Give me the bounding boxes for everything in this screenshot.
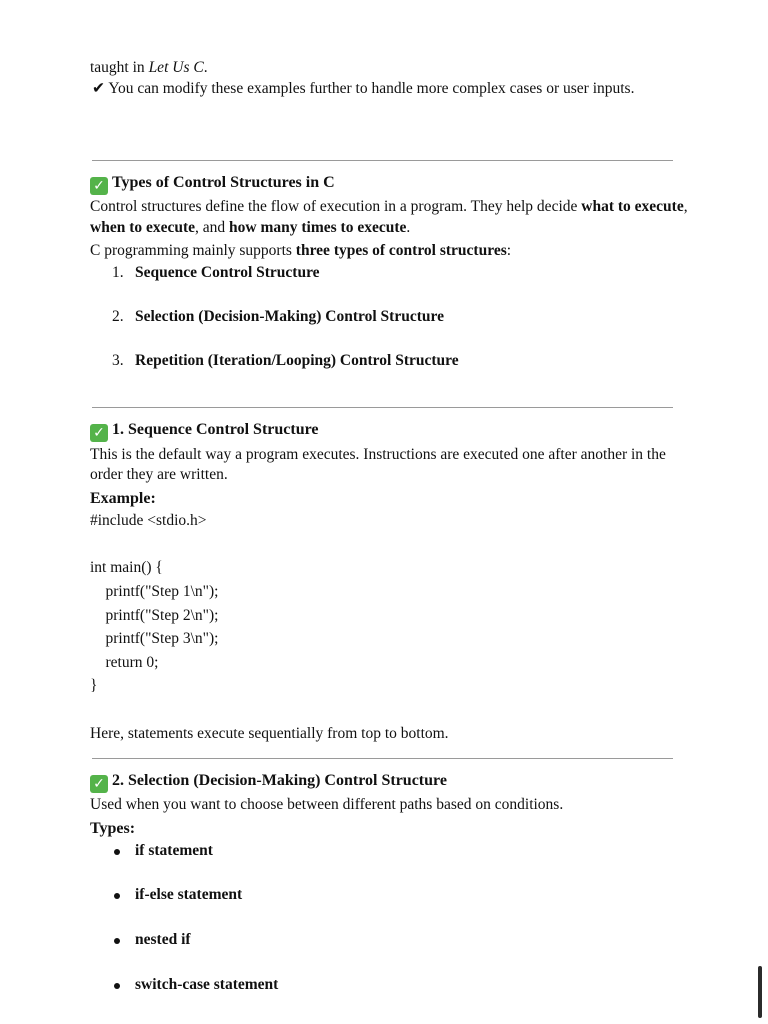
checkmark-icon: ✔: [92, 80, 105, 97]
types-bullet-item: [0, 931, 768, 951]
section-divider: [92, 160, 673, 161]
types-heading: [90, 173, 335, 195]
types-bullet-item: [0, 886, 768, 906]
types-list-item: [0, 308, 768, 328]
bullet-icon: [114, 893, 120, 899]
intro-tip-text: You can modify these examples further to handle more complex cases or user inputs.: [108, 80, 635, 97]
bullet-icon: [114, 983, 120, 989]
code-line: printf("Step 3\n");: [90, 630, 219, 647]
code-line: printf("Step 2\n");: [90, 607, 219, 624]
types-list-item: [0, 264, 768, 284]
code-line: int main() {: [90, 559, 163, 576]
types-para1-line1: [90, 197, 688, 217]
bullet-text: switch-case statement: [135, 976, 279, 993]
types-para2-text: C programming mainly supports: [90, 242, 296, 259]
example-label: Example:: [90, 490, 156, 507]
types-para2: [90, 241, 511, 261]
when-to-execute: when to execute: [90, 219, 196, 236]
check-box-icon: ✓: [90, 177, 108, 195]
list-number: 2.: [112, 308, 124, 325]
intro-taught-text: taught in: [90, 59, 149, 76]
bullet-text: if statement: [135, 842, 213, 859]
sequence-heading: [90, 420, 319, 442]
section-divider: [92, 758, 673, 759]
check-box-icon: ✓: [90, 775, 108, 793]
selection-heading-text: 2. Selection (Decision-Making) Control Structure: [112, 772, 447, 789]
colon: :: [506, 242, 512, 259]
and-text: , and: [195, 219, 230, 236]
selection-desc: Used when you want to choose between different paths based on conditions.: [90, 796, 564, 813]
list-number: 3.: [112, 352, 124, 369]
book-title: Let Us C: [148, 59, 204, 76]
bullet-icon: [114, 938, 120, 944]
three-types: three types of control structures: [295, 242, 507, 259]
code-line: printf("Step 1\n");: [90, 583, 219, 600]
bullet-text: if-else statement: [135, 886, 243, 903]
code-line: return 0;: [90, 654, 159, 671]
list-number: 1.: [112, 264, 124, 281]
intro-taught-line: [90, 58, 208, 78]
sequence-heading-text: 1. Sequence Control Structure: [112, 421, 319, 438]
intro-tip-line: [92, 79, 634, 99]
list-item-text: Repetition (Iteration/Looping) Control Structure: [135, 352, 459, 369]
code-line: #include <stdio.h>: [90, 512, 207, 529]
types-para1-line2: [90, 218, 410, 238]
types-list-item: [0, 352, 768, 372]
list-item-text: Selection (Decision-Making) Control Structure: [135, 308, 444, 325]
what-to-execute: what to execute: [581, 198, 684, 215]
sequence-desc-line1: This is the default way a program executes. Instructions are executed one after another in the: [90, 446, 666, 463]
bullet-text: nested if: [135, 931, 191, 948]
types-para1-text: Control structures define the flow of execution in a program. They help decide: [90, 198, 582, 215]
comma: ,: [683, 198, 688, 215]
types-label: Types:: [90, 820, 136, 837]
code-line: }: [90, 677, 98, 694]
types-bullet-item: [0, 842, 768, 862]
selection-heading: [90, 771, 447, 793]
sequence-desc-line2: order they are written.: [90, 466, 228, 483]
sequence-note: Here, statements execute sequentially from top to bottom.: [90, 725, 449, 742]
scrollbar-thumb[interactable]: [758, 966, 762, 1018]
section-divider: [92, 407, 673, 408]
how-many-times: how many times to execute: [229, 219, 407, 236]
intro-period: .: [203, 59, 208, 76]
check-box-icon: ✓: [90, 424, 108, 442]
period: .: [406, 219, 411, 236]
list-item-text: Sequence Control Structure: [135, 264, 320, 281]
bullet-icon: [114, 849, 120, 855]
types-heading-text: Types of Control Structures in C: [112, 174, 335, 191]
types-bullet-item: [0, 976, 768, 996]
